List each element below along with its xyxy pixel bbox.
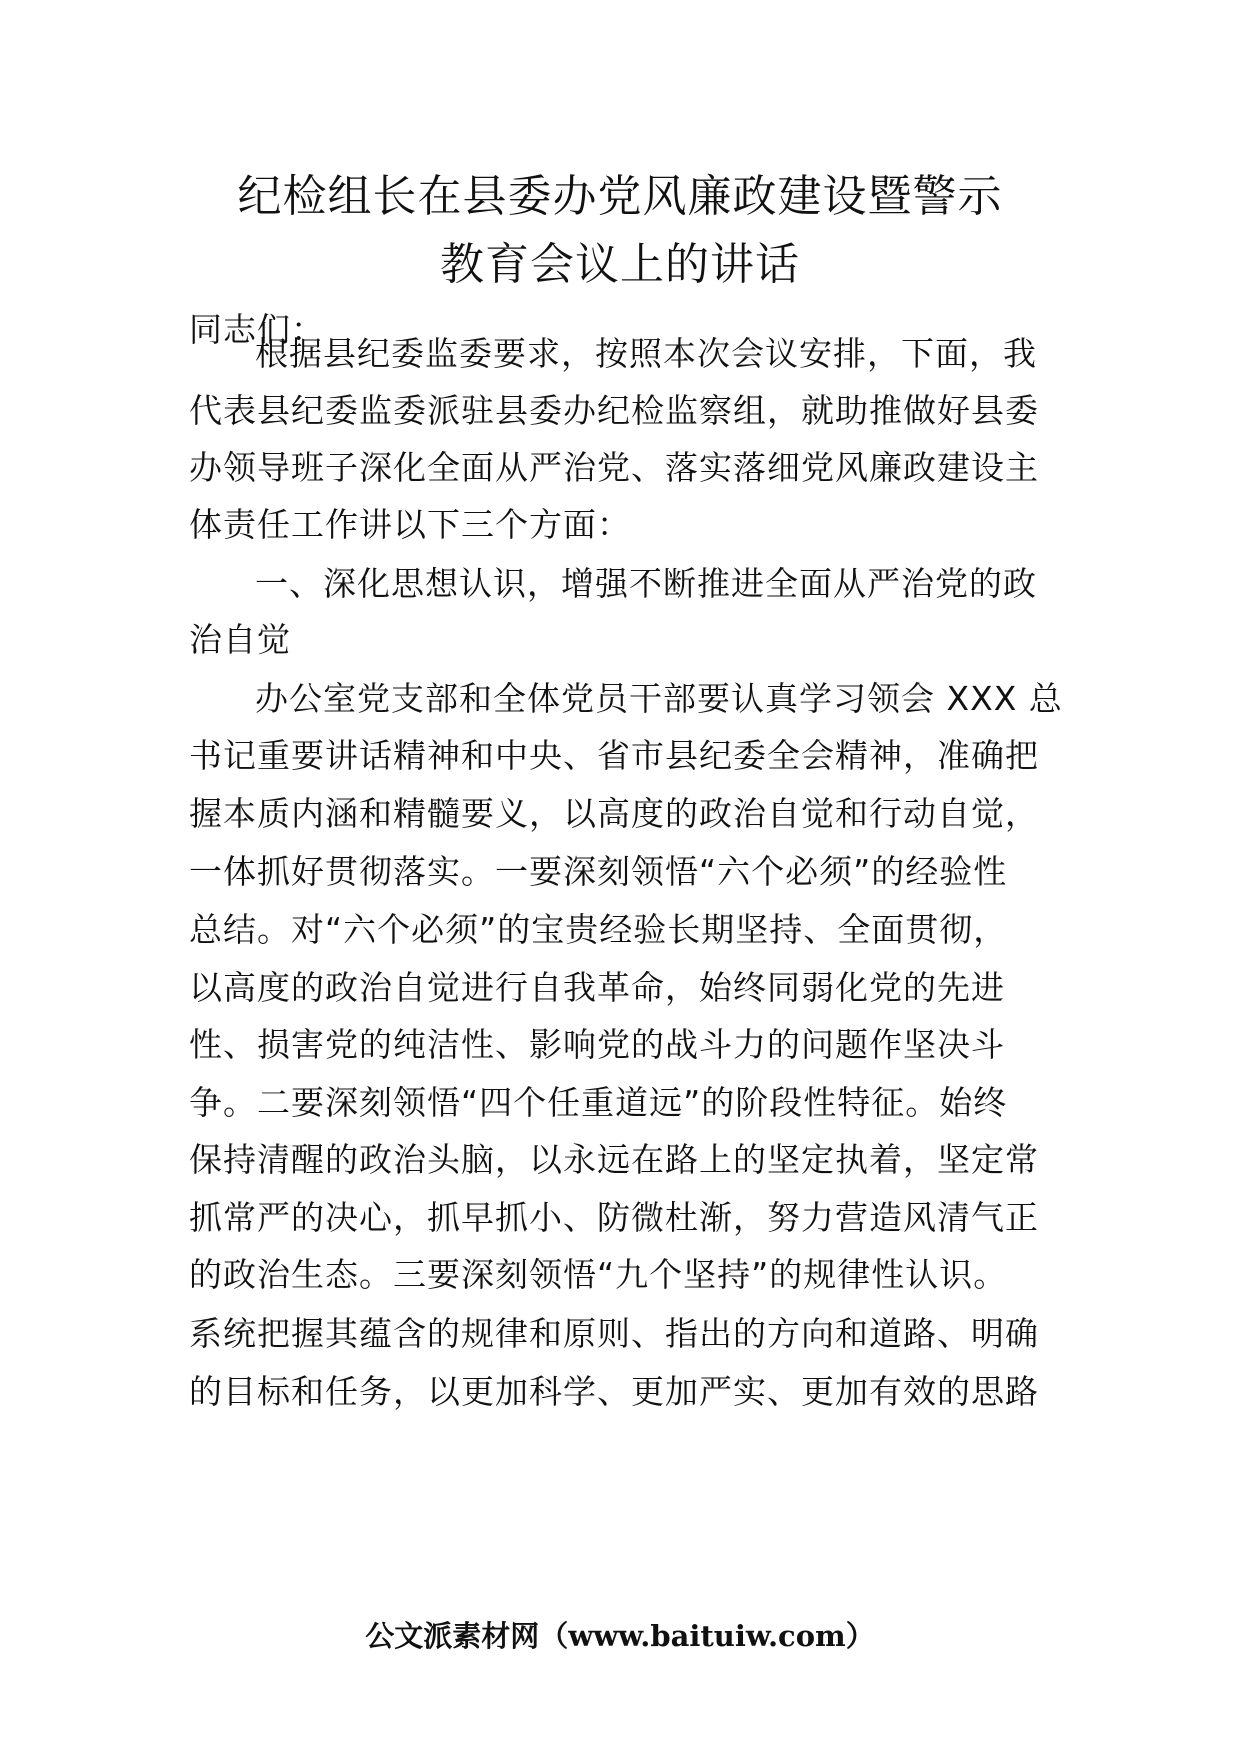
text-line: 的政治生态。三要深刻领悟“九个坚持”的规律性认识。 (189, 1255, 1008, 1294)
text-line: 握本质内涵和精髓要义，以高度的政治自觉和行动自觉， (189, 794, 1039, 833)
text-line: 一体抓好贯彻落实。一要深刻领悟“六个必须”的经验性 (189, 852, 1008, 891)
text-line: 争。二要深刻领悟“四个任重道远”的阶段性特征。始终 (189, 1083, 1008, 1122)
text-line: 办公室党支部和全体党员干部要认真学习领会 XXX 总 (255, 679, 1063, 718)
text-line: 书记重要讲话精神和中央、省市县纪委全会精神，准确把 (189, 736, 1039, 775)
text-line: 代表县纪委监委派驻县委办纪检监察组，就助推做好县委 (189, 391, 1039, 430)
salutation: 同志们： (189, 310, 325, 349)
text-line: 根据县纪委监委要求，按照本次会议安排，下面，我 (255, 334, 1037, 373)
section-heading-line: 一、深化思想认识，增强不断推进全面从严治党的政 (255, 564, 1037, 603)
text-line: 抓常严的决心，抓早抓小、防微杜渐，努力营造风清气正 (189, 1198, 1039, 1237)
text-line: 以高度的政治自觉进行自我革命，始终同弱化党的先进 (189, 968, 1005, 1007)
text-line: 体责任工作讲以下三个方面： (189, 505, 631, 544)
text-line: 总结。对“六个必须”的宝贵经验长期坚持、全面贯彻， (189, 910, 1008, 949)
text-line: 系统把握其蕴含的规律和原则、指出的方向和道路、明确 (189, 1314, 1039, 1353)
text-line: 办领导班子深化全面从严治党、落实落细党风廉政建设主 (189, 448, 1039, 487)
footer-watermark: 公文派素材网（www.baituiw.com） (365, 1619, 875, 1653)
section-heading-line: 治自觉 (189, 620, 291, 659)
text-line: 的目标和任务，以更加科学、更加严实、更加有效的思路 (189, 1372, 1039, 1411)
document-title-line-2: 教育会议上的讲话 (440, 239, 800, 290)
text-line: 性、损害党的纯洁性、影响党的战斗力的问题作坚决斗 (189, 1025, 1005, 1064)
document-title-line-1: 纪检组长在县委办党风廉政建设暨警示 (237, 171, 1003, 222)
text-line: 保持清醒的政治头脑，以永远在路上的坚定执着，坚定常 (189, 1140, 1039, 1179)
